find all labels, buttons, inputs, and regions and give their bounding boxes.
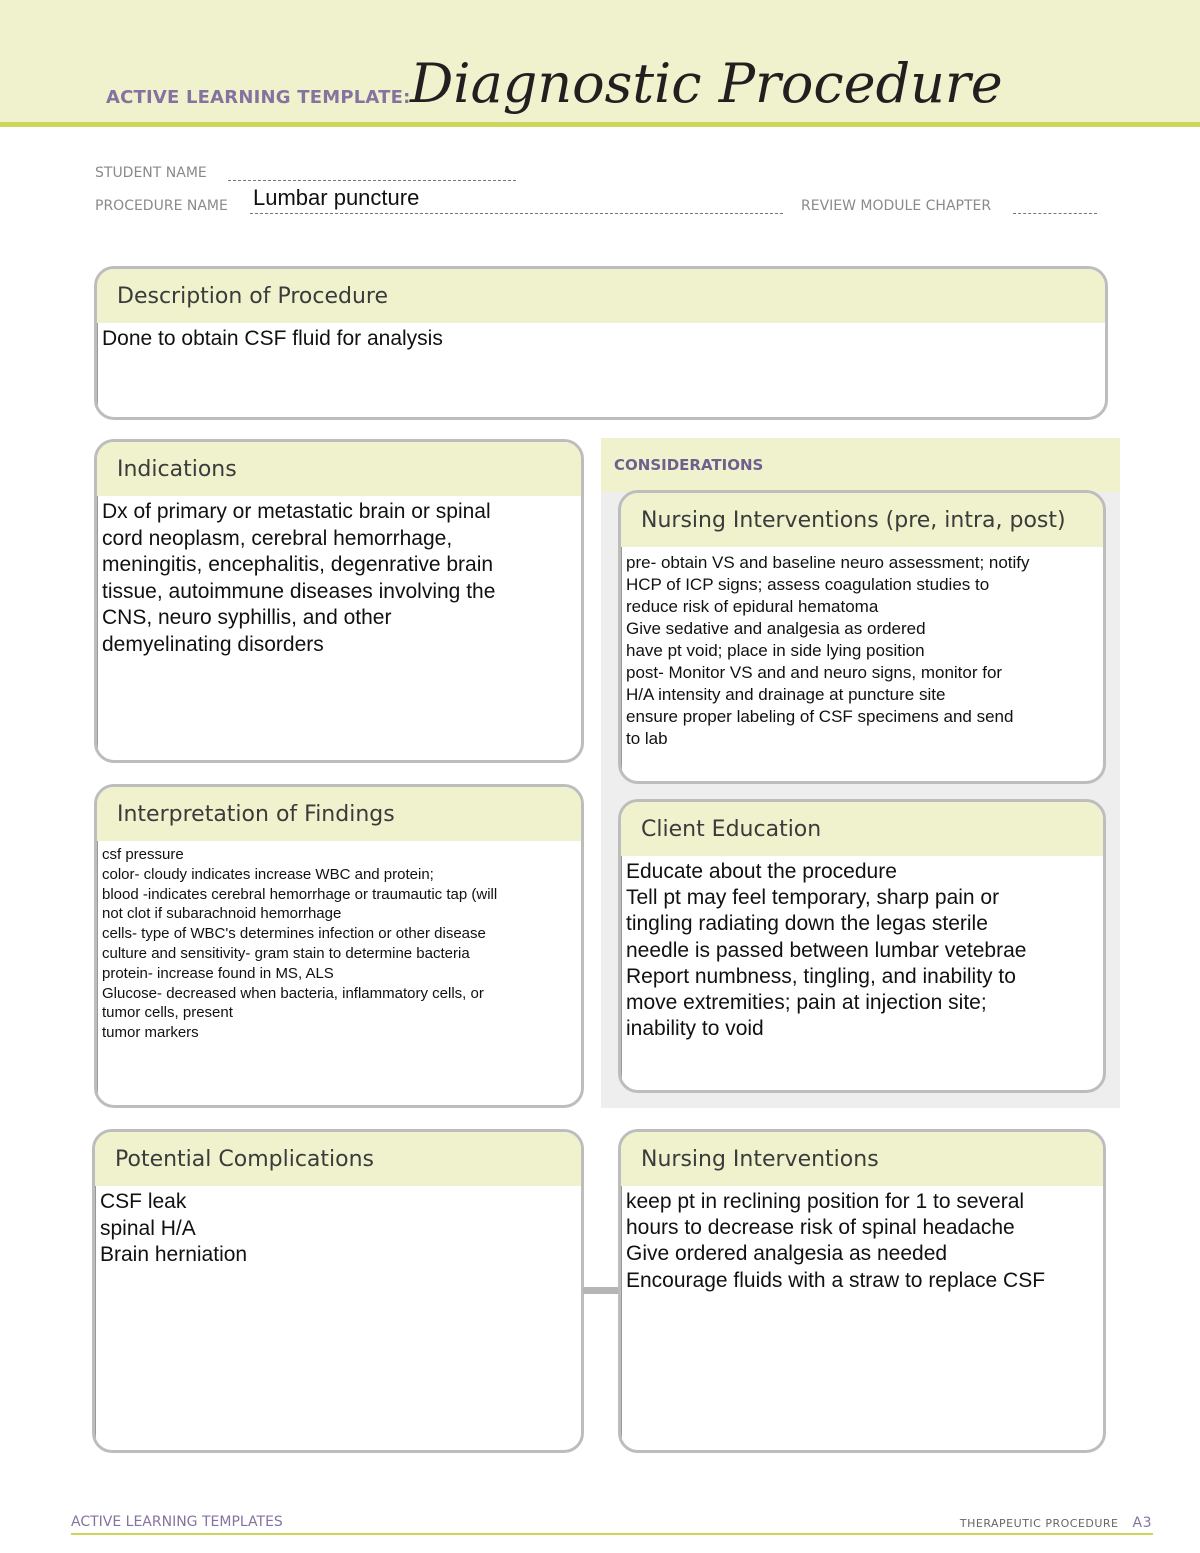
client-education-title: Client Education bbox=[621, 802, 1103, 856]
indications-text[interactable]: Dx of primary or metastatic brain or spinal cord neoplasm, cerebral hemorrhage, meningitis, encephalitis, degenrative brain tissue, autoimmune diseases involving the CNS, neuro syphillis, and other demyelinating disorders bbox=[97, 496, 581, 763]
considerations-title: CONSIDERATIONS bbox=[601, 438, 1120, 492]
header-divider bbox=[0, 122, 1200, 127]
description-box bbox=[94, 266, 1108, 420]
nursing-interventions-title: Nursing Interventions bbox=[621, 1132, 1103, 1186]
interpretation-text[interactable]: csf pressure color- cloudy indicates increase WBC and protein; blood -indicates cerebral hemorrhage or traumautic tap (will not clot if subarachnoid hemorrhage cells- type of WBC's determines infection or other disease culture and sensitivity- gram stain to determine bacteria protein- increase found in MS, ALS Glucose- decreased when bacteria, inflammatory cells, or tumor cells, present tumor markers bbox=[97, 841, 581, 1108]
footer-section: THERAPEUTIC PROCEDURE bbox=[959, 1517, 1119, 1530]
footer-right bbox=[960, 1515, 1152, 1531]
complications-text[interactable]: CSF leak spinal H/A Brain herniation bbox=[95, 1186, 581, 1453]
footer-divider bbox=[71, 1533, 1153, 1535]
nursing-interventions-text[interactable]: keep pt in reclining position for 1 to several hours to decrease risk of spinal headache Give ordered analgesia as needed Encourage fluids with a straw to replace CSF bbox=[621, 1186, 1103, 1453]
interpretation-box bbox=[94, 784, 584, 1108]
procedure-name-field[interactable] bbox=[250, 213, 783, 214]
client-education-box bbox=[618, 799, 1106, 1093]
complications-box bbox=[92, 1129, 584, 1453]
nursing-interventions-box bbox=[618, 1129, 1106, 1453]
page-number: A3 bbox=[1132, 1515, 1152, 1531]
student-name-label: STUDENT NAME bbox=[95, 165, 207, 181]
procedure-name-value: Lumbar puncture bbox=[253, 185, 420, 210]
procedure-name-label: PROCEDURE NAME bbox=[95, 198, 228, 214]
student-name-field[interactable] bbox=[228, 180, 516, 181]
nursing-interventions-ppp-box bbox=[618, 490, 1106, 784]
connector-bar bbox=[583, 1287, 620, 1294]
footer-left: ACTIVE LEARNING TEMPLATES bbox=[71, 1514, 283, 1530]
nursing-interventions-ppp-text[interactable]: pre- obtain VS and baseline neuro assessment; notify HCP of ICP signs; assess coagulation studies to reduce risk of epidural hematoma Give sedative and analgesia as ordered have pt void; place in side lying position post- Monitor VS and and neuro signs, monitor for H/A intensity and drainage at puncture site ensure proper labeling of CSF specimens and send to lab bbox=[621, 547, 1103, 784]
indications-title: Indications bbox=[97, 442, 581, 496]
review-module-label: REVIEW MODULE CHAPTER bbox=[801, 198, 992, 214]
description-title: Description of Procedure bbox=[97, 269, 1105, 323]
nursing-interventions-ppp-title: Nursing Interventions (pre, intra, post) bbox=[621, 493, 1103, 547]
review-module-field[interactable] bbox=[1013, 213, 1097, 214]
interpretation-title: Interpretation of Findings bbox=[97, 787, 581, 841]
description-text[interactable]: Done to obtain CSF fluid for analysis bbox=[97, 323, 1105, 420]
page-title: Diagnostic Procedure bbox=[410, 52, 1003, 115]
client-education-text[interactable]: Educate about the procedure Tell pt may feel temporary, sharp pain or tingling radiating down the legas sterile needle is passed between lumbar vetebrae Report numbness, tingling, and inability to move extremities; pain at injection site; inability to void bbox=[621, 856, 1103, 1093]
indications-box bbox=[94, 439, 584, 763]
complications-title: Potential Complications bbox=[95, 1132, 581, 1186]
template-label: ACTIVE LEARNING TEMPLATE: bbox=[106, 87, 411, 108]
